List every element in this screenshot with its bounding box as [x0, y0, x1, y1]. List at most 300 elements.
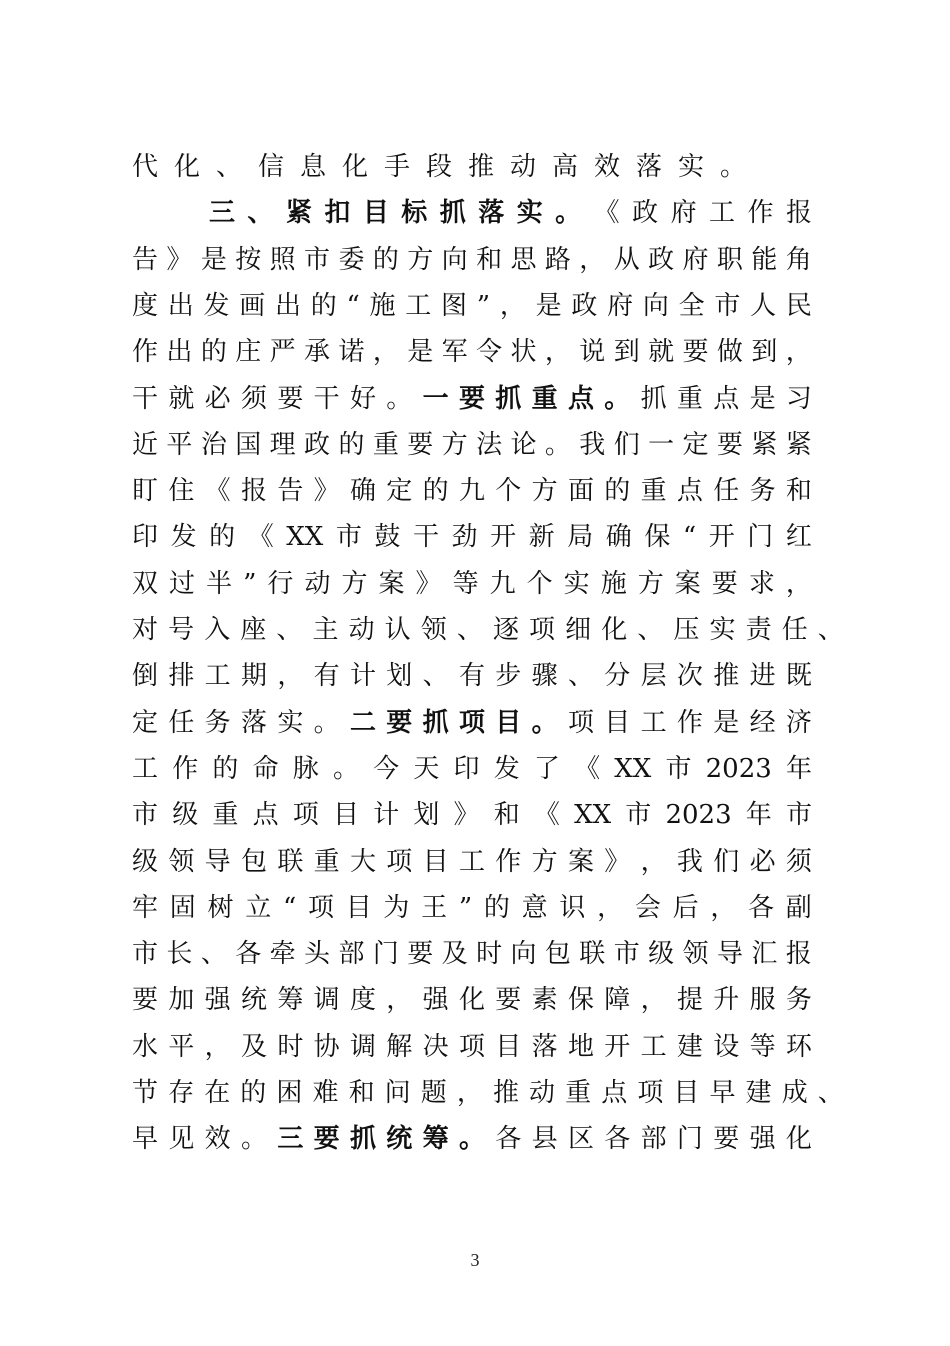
text-char: 题: [420, 1078, 447, 1108]
text-char: 住: [168, 476, 195, 507]
text-char: ，: [785, 568, 812, 599]
text-char: 状: [510, 337, 537, 368]
text-line: [132, 700, 812, 746]
text-char: 报: [785, 939, 812, 970]
text-char: 作: [676, 707, 703, 738]
text-char: 政: [648, 244, 675, 275]
text-char: 等: [452, 568, 479, 599]
text-char: 领: [168, 846, 195, 877]
text-char: 度: [132, 290, 159, 321]
text-char: 按: [235, 244, 262, 275]
text-char: 重: [313, 846, 340, 877]
text-char: 报: [785, 198, 812, 229]
text-char: 局: [567, 522, 594, 553]
text-char: 市: [304, 244, 331, 275]
text-char: 脉: [292, 753, 319, 784]
text-char: 各: [748, 892, 775, 923]
text-line: [132, 514, 812, 560]
text-char: 市: [665, 753, 692, 784]
text-char: 工: [405, 290, 432, 321]
text-char: 开: [708, 522, 735, 553]
text-char: 》: [415, 568, 442, 599]
text-char: 牢: [132, 892, 159, 923]
text-char: 个: [495, 476, 522, 507]
text-char: 压: [673, 615, 700, 645]
bold-heading-char: 抓: [439, 198, 466, 229]
text-char: 府: [607, 290, 634, 321]
text-char: 角: [785, 244, 812, 275]
text-char: 命: [252, 753, 279, 784]
text-line: [132, 839, 812, 885]
text-char: 《: [574, 753, 601, 784]
text-char: 立: [245, 892, 272, 923]
text-char: 思: [510, 244, 537, 275]
text-char: 须: [240, 383, 267, 414]
bold-heading-char: 抓: [495, 383, 522, 414]
text-char: 令: [476, 337, 503, 368]
text-char: 案: [378, 568, 405, 599]
text-char: 年: [785, 753, 812, 784]
text-char: 干: [313, 383, 340, 414]
text-char: 重: [212, 800, 239, 831]
text-char: 保: [567, 985, 594, 1016]
text-char: 包: [544, 939, 571, 970]
text-char: 水: [132, 1031, 159, 1062]
text-char: 职: [716, 244, 743, 275]
text-char: 认: [384, 615, 411, 645]
text-char: 定: [386, 476, 413, 507]
text-char: 领: [420, 615, 447, 645]
text-char: 作: [172, 753, 199, 784]
text-char: 目: [332, 800, 359, 831]
text-char: 须: [785, 846, 812, 877]
text-char: 必: [749, 846, 776, 877]
text-char: 任: [168, 707, 195, 738]
text-char: ，: [597, 892, 624, 923]
text-char: 务: [785, 985, 812, 1016]
text-char: ，: [204, 1031, 231, 1062]
text-char: 九: [489, 568, 516, 599]
text-char: 动: [304, 568, 331, 599]
text-line: [132, 1116, 812, 1162]
text-char: 必: [204, 383, 231, 414]
text-char: 经: [749, 707, 776, 738]
text-line: [132, 283, 812, 329]
text-char: 困: [276, 1078, 303, 1108]
text-char: 理: [269, 429, 296, 460]
text-char: 。: [332, 753, 359, 784]
text-char: 目: [422, 846, 449, 877]
text-char: 点: [252, 800, 279, 831]
text-char: 平: [166, 429, 193, 460]
text-char: 。: [240, 1124, 267, 1155]
text-char: 》: [453, 800, 480, 831]
text-char: 严: [269, 337, 296, 368]
text-char: 的: [212, 753, 239, 784]
text-char: 的: [310, 290, 337, 321]
text-char: [170, 190, 196, 236]
text-char: 门: [676, 1124, 703, 1155]
bold-heading-char: 统: [386, 1124, 413, 1155]
bold-heading-char: 。: [458, 1124, 485, 1155]
text-char: 化: [785, 1124, 812, 1155]
text-char: 协: [313, 1031, 340, 1062]
text-char: 化: [601, 615, 628, 645]
text-char: 及: [240, 1031, 267, 1062]
text-char: 市: [335, 522, 362, 553]
text-char: 识: [559, 892, 586, 923]
text-line: [132, 931, 812, 977]
text-char: 落: [531, 1031, 558, 1062]
text-char: 解: [386, 1031, 413, 1062]
text-char: 近: [132, 429, 159, 460]
text-char: 环: [785, 1031, 812, 1062]
text-char: 政: [304, 429, 331, 460]
text-char: 长: [166, 939, 193, 970]
bold-heading-char: 要: [386, 707, 413, 738]
text-char: 全: [678, 290, 705, 321]
text-char: 要: [682, 337, 709, 368]
text-char: 到: [613, 337, 640, 368]
text-char: 行: [267, 568, 294, 599]
text-char: 务: [204, 707, 231, 738]
text-char: 既: [785, 661, 812, 692]
bold-heading-char: 、: [247, 198, 274, 229]
text-char: 市: [613, 939, 640, 970]
text-char: 意: [521, 892, 548, 923]
text-char: 设: [713, 1031, 740, 1062]
text-char: 入: [204, 615, 231, 645]
bold-heading-char: 重: [531, 383, 558, 414]
text-char: ，: [710, 892, 737, 923]
text-char: 新: [528, 522, 555, 553]
text-char: 府: [670, 198, 697, 229]
text-char: 树: [207, 892, 234, 923]
text-char: 导: [716, 939, 743, 970]
text-char: 汇: [751, 939, 778, 970]
text-line: [132, 329, 812, 375]
text-char: 项: [529, 615, 556, 645]
text-char: “: [346, 290, 360, 321]
text-char: 逐: [492, 615, 519, 645]
text-char: XX: [614, 753, 652, 784]
text-char: 区: [567, 1124, 594, 1155]
text-char: 的: [483, 892, 510, 923]
text-char: 紧: [751, 429, 778, 460]
text-char: 推: [713, 661, 740, 692]
text-char: 济: [785, 707, 812, 738]
text-char: 做: [716, 337, 743, 368]
text-char: 计: [349, 661, 376, 692]
text-char: 点: [713, 383, 740, 414]
text-char: 施: [600, 568, 627, 599]
text-char: 工: [709, 198, 736, 229]
text-char: 各: [495, 1124, 522, 1155]
bold-heading-char: 落: [478, 198, 505, 229]
text-char: 法: [476, 429, 503, 460]
text-char: 重: [640, 476, 667, 507]
text-char: 个: [526, 568, 553, 599]
text-char: 导: [204, 846, 231, 877]
text-char: 化: [458, 985, 485, 1016]
text-char: 要: [495, 985, 522, 1016]
bold-heading-char: 三: [277, 1124, 304, 1155]
text-char: ，: [544, 337, 571, 368]
text-char: XX: [286, 522, 324, 553]
text-char: 项: [386, 846, 413, 877]
text-char: 从: [613, 244, 640, 275]
text-char: 九: [458, 476, 485, 507]
bold-heading-char: 抓: [349, 1124, 376, 1155]
text-char: 早: [132, 1124, 159, 1155]
text-char: 今: [373, 753, 400, 784]
text-char: 们: [713, 846, 740, 877]
text-char: 重: [372, 429, 399, 460]
text-char: 习: [785, 383, 812, 414]
text-line: [132, 422, 812, 468]
text-char: 过: [169, 568, 196, 599]
text-char: 工: [640, 1031, 667, 1062]
text-line: [132, 653, 812, 699]
text-char: 告: [132, 244, 159, 275]
text-line: [132, 607, 844, 653]
text-char: 目: [345, 892, 372, 923]
text-char: 民: [785, 290, 812, 321]
text-char: 要: [277, 383, 304, 414]
text-char: 报: [240, 476, 267, 507]
text-char: 的: [604, 476, 631, 507]
text-char: 要: [711, 568, 738, 599]
text-char: 保: [644, 522, 671, 553]
text-char: 目: [604, 707, 631, 738]
text-char: 成: [781, 1078, 808, 1108]
text-char: 任: [713, 476, 740, 507]
text-char: 论: [510, 429, 537, 460]
text-char: 》: [604, 846, 631, 877]
text-char: 决: [422, 1031, 449, 1062]
text-line: [132, 468, 812, 514]
text-char: 推: [492, 1078, 519, 1108]
text-char: 向: [510, 939, 537, 970]
text-char: 项: [307, 892, 334, 923]
text-char: 市: [132, 800, 159, 831]
text-char: 就: [648, 337, 675, 368]
bold-heading-char: 要: [313, 1124, 340, 1155]
text-char: 图: [441, 290, 468, 321]
text-char: 会: [634, 892, 661, 923]
text-char: 求: [748, 568, 775, 599]
text-char: 定: [682, 429, 709, 460]
text-char: 各: [604, 1124, 631, 1155]
text-char: 的: [338, 429, 365, 460]
text-char: 层: [640, 661, 667, 692]
text-char: 盯: [132, 476, 159, 507]
text-char: 问: [384, 1078, 411, 1108]
text-char: 素: [531, 985, 558, 1016]
text-char: 、: [276, 615, 303, 645]
text-char: 工: [640, 707, 667, 738]
text-char: 路: [544, 244, 571, 275]
text-char: 作: [495, 846, 522, 877]
text-char: ，: [640, 846, 667, 877]
text-char: 案: [567, 846, 594, 877]
text-char: 案: [674, 568, 701, 599]
text-line: [132, 376, 812, 422]
text-char: 发: [203, 290, 230, 321]
text-char: 要: [407, 429, 434, 460]
text-char: 障: [604, 985, 631, 1016]
text-char: 2023: [705, 753, 772, 784]
text-char: 项: [637, 1078, 664, 1108]
text-char: ，: [499, 290, 526, 321]
text-char: 市: [785, 800, 812, 831]
bold-heading-char: 要: [458, 383, 485, 414]
text-char: 天: [413, 753, 440, 784]
bold-heading-char: 实: [516, 198, 543, 229]
text-char: 步: [495, 661, 522, 692]
text-char: 方: [531, 476, 558, 507]
bold-heading-char: 筹: [422, 1124, 449, 1155]
text-char: 部: [640, 1124, 667, 1155]
text-char: 向: [441, 244, 468, 275]
text-char: 委: [338, 244, 365, 275]
bold-heading-char: 目: [495, 707, 522, 738]
text-char: 目: [673, 1078, 700, 1108]
text-char: 定: [132, 707, 159, 738]
text-char: 方: [531, 846, 558, 877]
text-char: 重: [565, 1078, 592, 1108]
text-char: 强: [422, 985, 449, 1016]
text-char: 画: [239, 290, 266, 321]
text-line: [132, 144, 812, 190]
text-char: 作: [747, 198, 774, 229]
text-char: 早: [709, 1078, 736, 1108]
text-char: 联: [277, 846, 304, 877]
text-char: 一: [648, 429, 675, 460]
text-char: 紧: [785, 429, 812, 460]
bold-heading-char: 。: [531, 707, 558, 738]
text-char: XX: [574, 800, 612, 831]
text-char: 人: [750, 290, 777, 321]
text-char: 调: [313, 985, 340, 1016]
text-char: 进: [749, 661, 776, 692]
text-char: 的: [240, 1078, 267, 1108]
text-line: [132, 885, 812, 931]
text-char: 后: [672, 892, 699, 923]
text-char: 能: [751, 244, 778, 275]
text-char: 分: [604, 661, 631, 692]
text-char: 统: [240, 985, 267, 1016]
text-char: ”: [243, 568, 257, 599]
text-char: 工: [132, 753, 159, 784]
text-char: 《: [247, 522, 274, 553]
text-char: 次: [676, 661, 703, 692]
text-char: ，: [579, 244, 606, 275]
text-char: 级: [132, 846, 159, 877]
text-char: [132, 190, 158, 236]
text-char: 时: [476, 939, 503, 970]
text-char: 、: [817, 1078, 844, 1108]
text-char: 开: [490, 522, 517, 553]
text-char: 《: [533, 800, 560, 831]
text-line: [132, 1024, 812, 1070]
text-run: 代化、信息化手段推动高效落实。: [132, 152, 763, 182]
page-number: 3: [470, 1250, 480, 1270]
text-char: 地: [567, 1031, 594, 1062]
text-char: 级: [172, 800, 199, 831]
text-char: 目: [495, 1031, 522, 1062]
text-char: 固: [169, 892, 196, 923]
text-char: 告: [277, 476, 304, 507]
text-line: [132, 792, 812, 838]
bold-heading-char: 紧: [285, 198, 312, 229]
text-line: [132, 977, 812, 1023]
text-char: 要: [716, 429, 743, 460]
text-char: 政: [632, 198, 659, 229]
text-char: 大: [349, 846, 376, 877]
text-char: 王: [421, 892, 448, 923]
text-char: 的: [422, 476, 449, 507]
text-char: 是: [407, 337, 434, 368]
text-char: 到: [751, 337, 778, 368]
text-char: 。: [313, 707, 340, 738]
text-char: 诺: [338, 337, 365, 368]
text-char: 倒: [132, 661, 159, 692]
text-char: 落: [240, 707, 267, 738]
text-char: 要: [407, 939, 434, 970]
text-char: 作: [132, 337, 159, 368]
text-char: 强: [204, 985, 231, 1016]
text-char: 效: [204, 1124, 231, 1155]
text-char: 排: [168, 661, 195, 692]
text-char: 存: [168, 1078, 195, 1108]
text-char: 出: [167, 290, 194, 321]
text-char: 主: [312, 615, 339, 645]
text-char: 鼓: [374, 522, 401, 553]
text-char: 承: [304, 337, 331, 368]
text-char: 实: [709, 615, 736, 645]
text-char: 半: [206, 568, 233, 599]
text-char: 要: [713, 1124, 740, 1155]
text-char: 划: [386, 661, 413, 692]
text-char: 建: [676, 1031, 703, 1062]
text-char: 《: [204, 476, 231, 507]
text-char: 和: [493, 800, 520, 831]
text-char: 工: [458, 846, 485, 877]
text-char: 期: [240, 661, 267, 692]
text-char: 各: [235, 939, 262, 970]
text-char: 干: [412, 522, 439, 553]
text-char: 和: [476, 244, 503, 275]
text-char: ，: [372, 337, 399, 368]
text-char: 建: [745, 1078, 772, 1108]
text-char: 年: [745, 800, 772, 831]
text-char: 了: [533, 753, 560, 784]
text-char: 牵: [269, 939, 296, 970]
text-char: 开: [604, 1031, 631, 1062]
text-char: 面: [567, 476, 594, 507]
text-char: 。: [386, 383, 413, 414]
text-char: 平: [168, 1031, 195, 1062]
text-char: 升: [713, 985, 740, 1016]
bold-heading-char: 目: [362, 198, 389, 229]
text-char: 、: [200, 939, 227, 970]
text-char: 干: [132, 383, 159, 414]
text-char: 发: [493, 753, 520, 784]
text-char: 实: [277, 707, 304, 738]
bold-heading-char: 项: [458, 707, 485, 738]
text-char: 调: [349, 1031, 376, 1062]
